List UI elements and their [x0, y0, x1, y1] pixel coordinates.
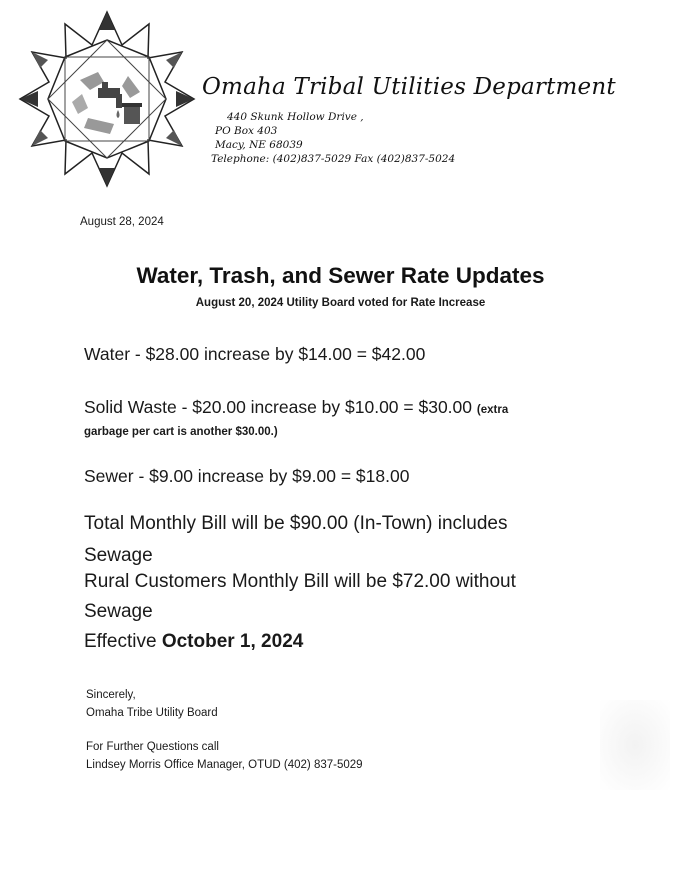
solid-waste-note-end: garbage per cart is another $30.00.) [84, 426, 278, 438]
water-rate: Water - $28.00 increase by $14.00 = $42.00 [84, 344, 426, 364]
contact-line: Lindsey Morris Office Manager, OTUD (402) 837-5029 [86, 759, 363, 771]
solid-waste-rate-text: Solid Waste - $20.00 increase by $10.00 = $30.00 [84, 397, 473, 417]
scan-smudge [600, 700, 670, 790]
signer: Omaha Tribe Utility Board [86, 707, 218, 719]
salutation: Sincerely, [86, 689, 136, 701]
questions-line: For Further Questions call [86, 741, 219, 753]
effective-date: October 1, 2024 [161, 631, 304, 652]
solid-waste-rate [84, 397, 508, 418]
address-city: Macy, NE 68039 [215, 139, 303, 151]
effective-date-line [84, 631, 303, 653]
star-recycle-faucet-logo-icon [18, 10, 196, 188]
sewer-rate: Sewer - $9.00 increase by $9.00 = $18.00 [84, 466, 410, 486]
page-subtitle: August 20, 2024 Utility Board voted for Rate Increase [195, 297, 486, 309]
address-street: 440 Skunk Hollow Drive , [227, 111, 364, 123]
in-town-bill-line: Total Monthly Bill will be $90.00 (In-Town) includes [84, 513, 508, 534]
rural-bill-line: Rural Customers Monthly Bill will be $72.00 without [84, 571, 516, 592]
page-title: Water, Trash, and Sewer Rate Updates [136, 263, 545, 288]
phone-fax-line: Telephone: (402)837-5029 Fax (402)837-5024 [211, 153, 456, 165]
address-po-box: PO Box 403 [215, 125, 278, 137]
rural-bill-line-cont: Sewage [84, 601, 153, 622]
in-town-bill-line-cont: Sewage [84, 545, 153, 566]
effective-label: Effective [84, 631, 157, 652]
solid-waste-note-start: (extra [476, 404, 509, 416]
org-name: Omaha Tribal Utilities Department [202, 74, 616, 100]
letter-date: August 28, 2024 [80, 216, 164, 228]
